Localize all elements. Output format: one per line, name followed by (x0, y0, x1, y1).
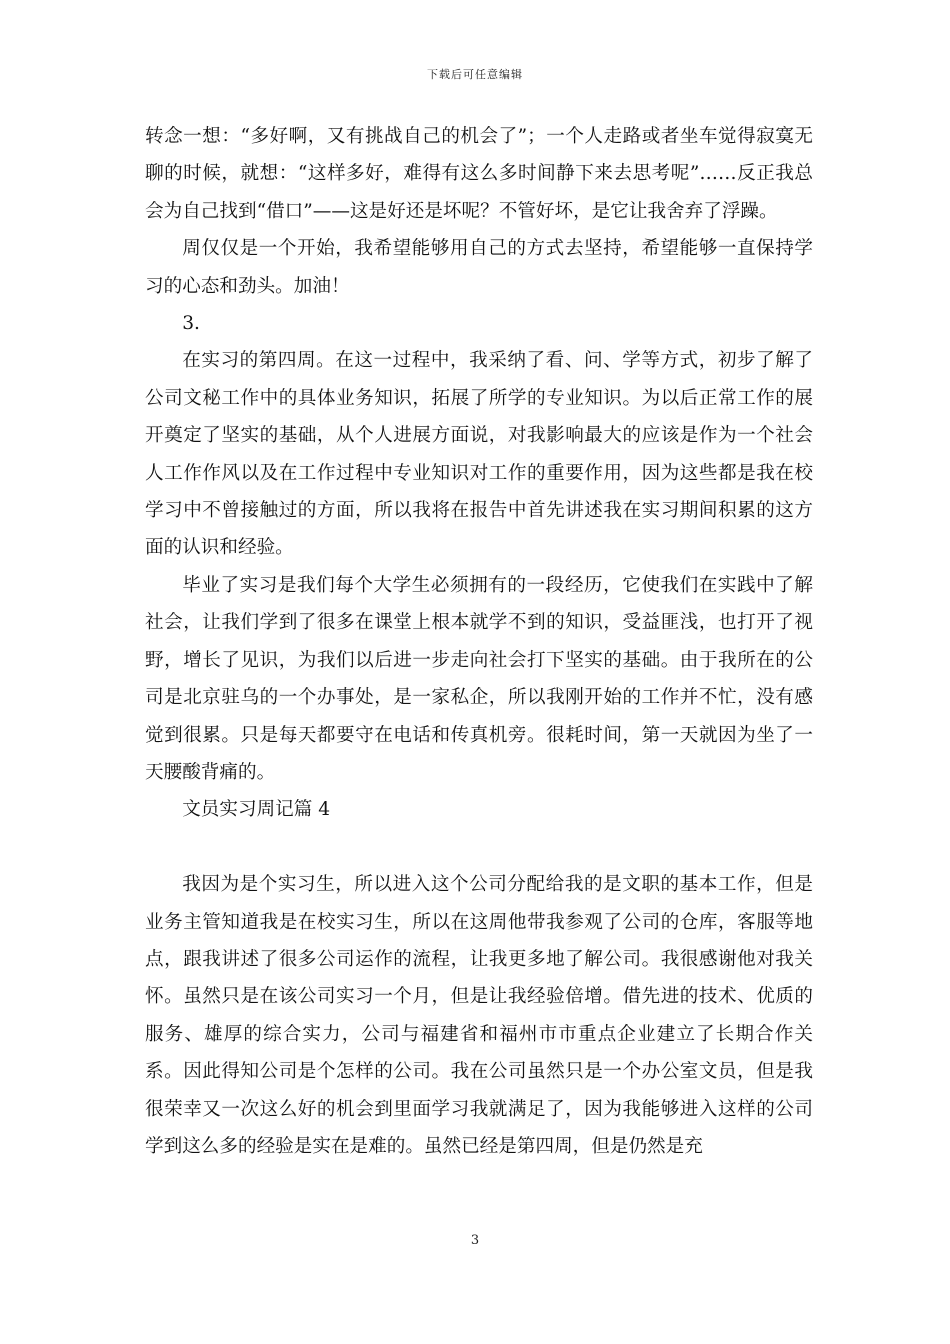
section-number: 3. (182, 313, 200, 335)
paragraph-continuation: 转念一想：“多好啊，又有挑战自己的机会了”；一个人走路或者坐车觉得寂寞无聊的时候，就想：“这样多好，难得有这么多时间静下来去思考呢”……反正我总会为自己找到“借口”——这是好还是坏呢？不管好坏，是它让我舍弃了浮躁。 (145, 126, 813, 222)
paragraph: 毕业了实习是我们每个大学生必须拥有的一段经历，它使我们在实践中了解社会，让我们学到了很多在课堂上根本就学不到的知识，受益匪浅，也打开了视野，增长了见识，为我们以后进一步走向社会打下坚实的基础。由于我所在的公司是北京驻乌的一个办事处，是一家私企，所以我刚开始的工作并不忙，没有感觉到很累。只是每天都要守在电话和传真机旁。很耗时间，第一天就因为坐了一天腰酸背痛的。 (145, 574, 813, 783)
page-number: 3 (470, 1233, 480, 1248)
paragraph: 周仅仅是一个开始，我希望能够用自己的方式去坚持，希望能够一直保持学习的心态和劲头。加油！ (145, 238, 813, 297)
section-heading: 文员实习周记篇 4 (182, 799, 331, 821)
paragraph: 在实习的第四周。在这一过程中，我采纳了看、问、学等方式，初步了解了公司文秘工作中的具体业务知识，拓展了所学的专业知识。为以后正常工作的展开奠定了坚实的基础，从个人进展方面说，对我影响最大的应该是作为一个社会人工作作风以及在工作过程中专业知识对工作的重要作用，因为这些都是我在校学习中不曾接触过的方面，所以我将在报告中首先讲述我在实习期间积累的这方面的认识和经验。 (145, 350, 813, 559)
document-body (145, 118, 813, 1165)
page-header: 下载后可任意编辑 (427, 68, 523, 81)
paragraph: 我因为是个实习生，所以进入这个公司分配给我的是文职的基本工作，但是业务主管知道我是在校实习生，所以在这周他带我参观了公司的仓库，客服等地点，跟我讲述了很多公司运作的流程，让我更多地了解公司。我很感谢他对我关怀。虽然只是在该公司实习一个月，但是让我经验倍增。借先进的技术、优质的服务、雄厚的综合实力，公司与福建省和福州市市重点企业建立了长期合作关系。因此得知公司是个怎样的公司。我在公司虽然只是一个办公室文员，但是我很荣幸又一次这么好的机会到里面学习我就满足了，因为我能够进入这样的公司学到这么多的经验是实在是难的。虽然已经是第四周，但是仍然是充 (145, 874, 813, 1157)
blank-line (145, 829, 813, 866)
